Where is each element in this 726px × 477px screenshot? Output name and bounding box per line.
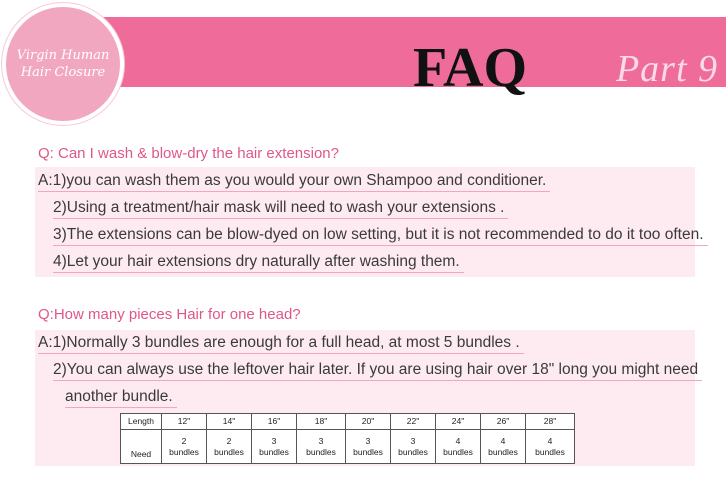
- bundle-unit: bundles: [443, 446, 473, 457]
- bundle-count: 2: [226, 435, 232, 446]
- faq-answer-box-1: [35, 167, 704, 277]
- bundle-count: 2: [181, 435, 187, 446]
- length-cell: 26": [481, 414, 526, 430]
- length-cell: 24": [436, 414, 481, 430]
- bundle-unit: bundles: [398, 446, 428, 457]
- need-cell: [207, 430, 252, 464]
- bundle-unit: bundles: [535, 446, 565, 457]
- need-cell: [252, 430, 297, 464]
- bundle-count: 3: [271, 435, 277, 446]
- bundle-unit: bundles: [169, 446, 199, 457]
- length-header: Length: [121, 414, 162, 430]
- need-cell: [526, 430, 575, 464]
- part-label: Part 9: [615, 48, 718, 90]
- length-cell: 28": [526, 414, 575, 430]
- bundle-unit: bundles: [306, 446, 336, 457]
- length-cell: 12": [162, 414, 207, 430]
- bundle-count: 4: [547, 435, 553, 446]
- bundle-unit: bundles: [353, 446, 383, 457]
- need-row: [121, 430, 575, 464]
- bundle-size-table: [120, 413, 575, 464]
- faq2-answer-1: A:1)Normally 3 bundles are enough for a full head, at most 5 bundles .: [38, 333, 524, 354]
- length-row: [121, 414, 575, 430]
- length-cell: 16": [252, 414, 297, 430]
- header-banner: [100, 17, 726, 99]
- need-cell: [346, 430, 391, 464]
- category-badge: [2, 3, 124, 125]
- need-cell: [391, 430, 436, 464]
- faq1-answer-1: A:1)you can wash them as you would your own Shampoo and conditioner.: [38, 171, 550, 192]
- bundle-unit: bundles: [488, 446, 518, 457]
- faq-question-1: Q: Can I wash & blow-dry the hair extension?: [38, 145, 339, 162]
- faq1-answer-2: 2)Using a treatment/hair mask will need to wash your extensions .: [53, 198, 508, 219]
- length-cell: 14": [207, 414, 252, 430]
- bundle-count: 3: [365, 435, 371, 446]
- need-cell: [436, 430, 481, 464]
- faq2-answer-2: 2)You can always use the leftover hair later. If you are using hair over 18" long you might need: [53, 360, 702, 381]
- faq1-answer-3: 3)The extensions can be blow-dyed on low setting, but it is not recommended to do it too often.: [53, 225, 708, 246]
- page-title: FAQ: [412, 37, 528, 99]
- bundle-unit: bundles: [214, 446, 244, 457]
- length-cell: 20": [346, 414, 391, 430]
- bundle-count: 4: [500, 435, 506, 446]
- need-cell: [297, 430, 346, 464]
- bundle-count: 3: [410, 435, 416, 446]
- faq2-answer-3: another bundle.: [65, 387, 177, 408]
- bundle-unit: bundles: [259, 446, 289, 457]
- badge-line-2: Hair Closure: [20, 65, 106, 80]
- need-cell: [481, 430, 526, 464]
- length-cell: 22": [391, 414, 436, 430]
- faq-question-2: Q:How many pieces Hair for one head?: [38, 306, 301, 323]
- badge-line-1: Virgin Human: [16, 48, 110, 63]
- need-header: Need: [121, 430, 162, 464]
- need-cell: [162, 430, 207, 464]
- faq1-answer-4: 4)Let your hair extensions dry naturally after washing them.: [53, 252, 464, 273]
- bundle-count: 4: [455, 435, 461, 446]
- length-cell: 18": [297, 414, 346, 430]
- bundle-count: 3: [318, 435, 324, 446]
